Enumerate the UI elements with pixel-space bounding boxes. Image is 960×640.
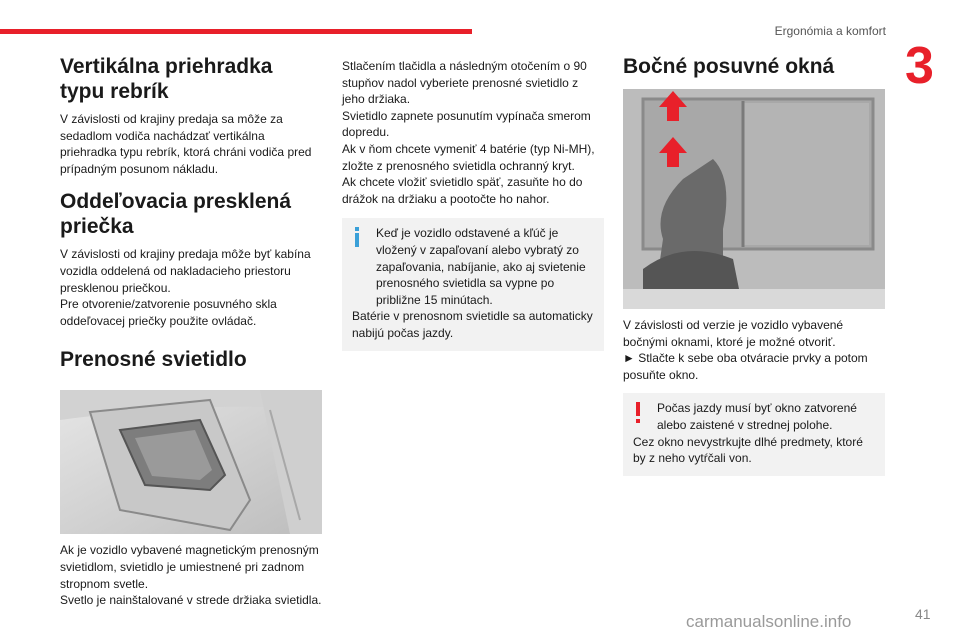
chapter-number: 3 bbox=[905, 37, 934, 95]
column-left bbox=[60, 54, 322, 621]
portable-lamp-illustration bbox=[60, 390, 322, 534]
paragraph: Stlačením tlačidla a následným otočením o 90 stupňov nadol vyberiete prenosné svietidlo z jeho držiaka. bbox=[342, 59, 587, 107]
column-middle bbox=[342, 58, 604, 351]
column-right bbox=[623, 54, 885, 476]
paragraph: V závislosti od verzie je vozidlo vybavené bočnými oknami, ktoré je možné otvoriť. bbox=[623, 318, 844, 349]
page-number: 41 bbox=[915, 606, 931, 622]
section-portable-lamp bbox=[60, 347, 322, 608]
warning-note bbox=[623, 393, 885, 475]
paragraph-step: ► Stlačte k sebe oba otváracie prvky a potom posuňte okno. bbox=[623, 351, 868, 382]
section-body: Ak je vozidlo vybavené magnetickým prenosným svietidlom, svietidlo je umiestnené pri zadnom stropnom svetle. bbox=[60, 543, 319, 591]
header-accent-bar bbox=[0, 29, 472, 34]
section-body: Svetlo je nainštalované v strede držiaka svietidla. bbox=[60, 593, 322, 608]
note-text: Keď je vozidlo odstavené a kľúč je vložený v zapaľovaní alebo vybratý zo zapaľovania, nabíjanie, ako aj svietenie prenosného svietidla sa vypne po približne 15 minútach. bbox=[376, 226, 586, 307]
section-title: Prenosné svietidlo bbox=[60, 348, 247, 372]
section-body: V závislosti od krajiny predaja môže byť kabína vozidla oddelená od nakladacieho priestoru presklenou priečkou. bbox=[60, 247, 311, 295]
section-glass-partition bbox=[60, 189, 322, 329]
info-icon bbox=[352, 227, 362, 252]
section-body: Pre otvorenie/zatvorenie posuvného skla oddeľovacej priečky použite ovládač. bbox=[60, 297, 277, 328]
chapter-title: Ergonómia a komfort bbox=[774, 24, 886, 38]
paragraph: Svietidlo zapnete posunutím vypínača smerom dopredu. bbox=[342, 108, 591, 140]
section-body: V závislosti od krajiny predaja sa môže za sedadlom vodiča nachádzať vertikálna priehradka typu rebrík, ktorá chráni vodiča pred prípadným posunom nákladu. bbox=[60, 112, 312, 176]
note-text: Batérie v prenosnom svietidle sa automaticky nabijú počas jazdy. bbox=[352, 309, 593, 340]
section-title: Bočné posuvné okná bbox=[623, 55, 835, 78]
section-title: Vertikálna priehradka typu rebrík bbox=[60, 55, 273, 103]
note-text: Počas jazdy musí byť okno zatvorené alebo zaistené v strednej polohe. bbox=[657, 401, 857, 432]
sliding-window-illustration bbox=[623, 89, 885, 309]
warning-icon bbox=[633, 402, 643, 429]
note-text: Cez okno nevystrkujte dlhé predmety, ktoré by z neho vytŕčali von. bbox=[633, 434, 863, 466]
paragraph: Ak chcete vložiť svietidlo späť, zasuňte ho do drážok na držiaku a pootočte ho nahor. bbox=[342, 175, 583, 206]
section-title: Oddeľovacia presklená priečka bbox=[60, 190, 292, 239]
paragraph: Ak v ňom chcete vymeniť 4 batérie (typ Ni-MH), zložte z prenosného svietidla ochranný kryt. bbox=[342, 141, 595, 173]
section-ladder-partition bbox=[60, 54, 322, 177]
watermark: carmanualsonline.info bbox=[686, 612, 852, 631]
info-note bbox=[342, 218, 604, 350]
